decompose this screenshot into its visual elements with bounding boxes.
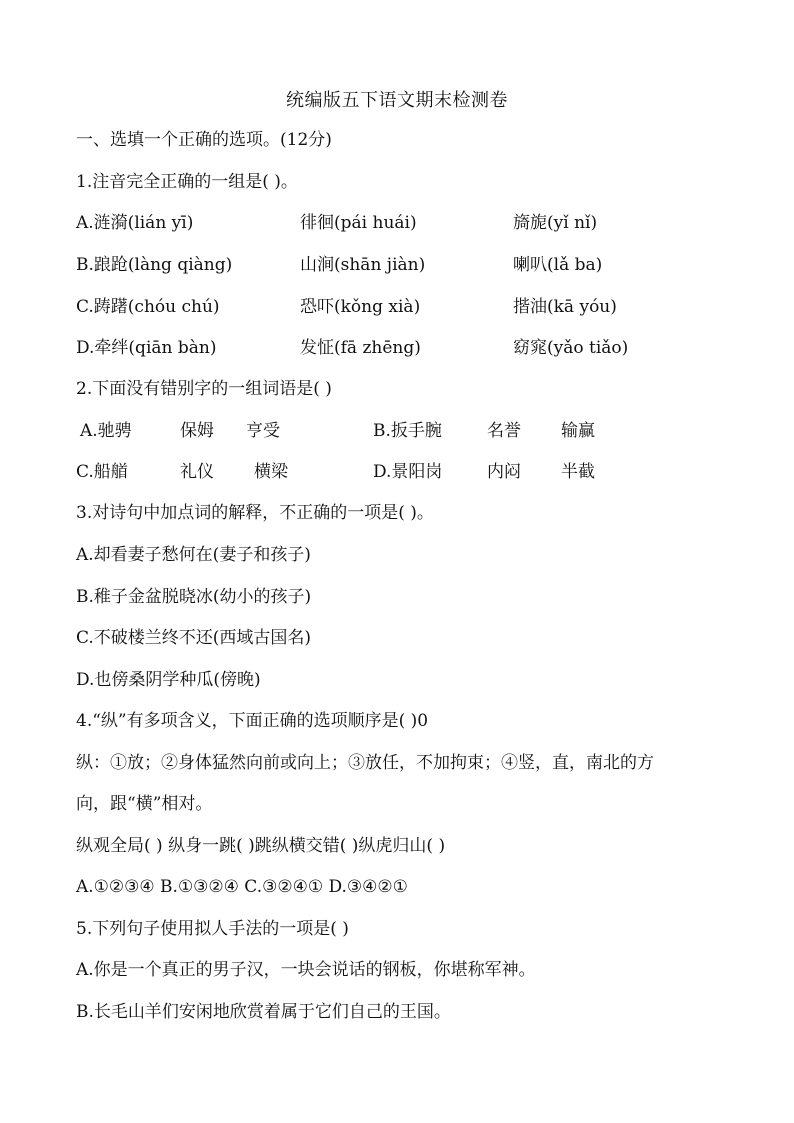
q2-option-b-1: B.扳手腕: [373, 421, 442, 441]
q1-option-d-3: 窈窕(yǎo tiǎo): [513, 338, 629, 358]
q1-option-b-1: B.踉跄(làng qiàng): [76, 255, 233, 275]
q3-option-a: A.却看妻子愁何在(妻子和孩子): [76, 545, 311, 565]
q1-option-b-2: 山涧(shān jiàn): [300, 255, 426, 275]
q2-option-c-3: 横梁: [254, 462, 288, 482]
question-4-stem: 4.“纵”有多项含义，下面正确的选项顺序是( )0: [76, 711, 429, 731]
section-heading: 一、选填一个正确的选项。(12分): [76, 130, 332, 150]
q1-option-b-3: 喇叭(lǎ ba): [513, 255, 603, 275]
q1-option-a-1: A.涟漪(lián yī): [76, 213, 194, 233]
question-3-stem: 3.对诗句中加点词的解释，不正确的一项是( )。: [76, 503, 434, 523]
q2-option-a-3: 亨受: [246, 421, 280, 441]
q1-option-c-1: C.踌躇(chóu chú): [76, 297, 220, 317]
page-title: 统编版五下语文期末检测卷: [286, 90, 508, 111]
q2-option-b-3: 输赢: [561, 421, 595, 441]
q1-option-d-2: 发怔(fā zhēng): [300, 338, 421, 358]
question-1-stem: 1.注音完全正确的一组是( )。: [76, 172, 298, 192]
q2-option-d-2: 内闷: [487, 462, 521, 482]
q5-option-a: A.你是一个真正的男子汉，一块会说话的钢板，你堪称军神。: [76, 960, 536, 980]
q2-option-a-2: 保姆: [180, 421, 214, 441]
q2-option-c-1: C.船艏: [76, 462, 128, 482]
q4-definition-line-1: 纵：①放；②身体猛然向前或向上；③放任，不加拘束；④竖，直，南北的方: [76, 753, 654, 773]
q2-option-a-1: A.驰骋: [80, 421, 132, 441]
question-5-stem: 5.下列句子使用拟人手法的一项是( ): [76, 919, 349, 939]
q3-option-b: B.稚子金盆脱晓冰(幼小的孩子): [76, 587, 312, 607]
q4-options: A.①②③④ B.①③②④ C.③②④① D.③④②①: [76, 877, 408, 897]
q2-option-d-3: 半截: [561, 462, 595, 482]
q3-option-c: C.不破楼兰终不还(西域古国名): [76, 628, 312, 648]
q2-option-c-2: 礼仪: [180, 462, 214, 482]
q2-option-b-2: 名誉: [487, 421, 521, 441]
q5-option-b: B.长毛山羊们安闲地欣赏着属于它们自己的王国。: [76, 1002, 451, 1022]
q1-option-d-1: D.牵绊(qiān bàn): [76, 338, 217, 358]
q1-option-c-2: 恐吓(kǒng xià): [300, 297, 421, 317]
question-2-stem: 2.下面没有错别字的一组词语是( ): [76, 379, 332, 399]
q4-definition-line-2: 向，跟“横”相对。: [76, 794, 213, 814]
q2-option-d-1: D.景阳岗: [373, 462, 443, 482]
q1-option-a-2: 徘徊(pái huái): [300, 213, 417, 233]
q1-option-c-3: 揩油(kā yóu): [513, 297, 617, 317]
q1-option-a-3: 旖旎(yǐ nǐ): [513, 213, 598, 233]
q4-items: 纵观全局( ) 纵身一跳( )跳纵横交错( )纵虎归山( ): [76, 836, 446, 856]
q3-option-d: D.也傍桑阴学种瓜(傍晚): [76, 670, 261, 690]
